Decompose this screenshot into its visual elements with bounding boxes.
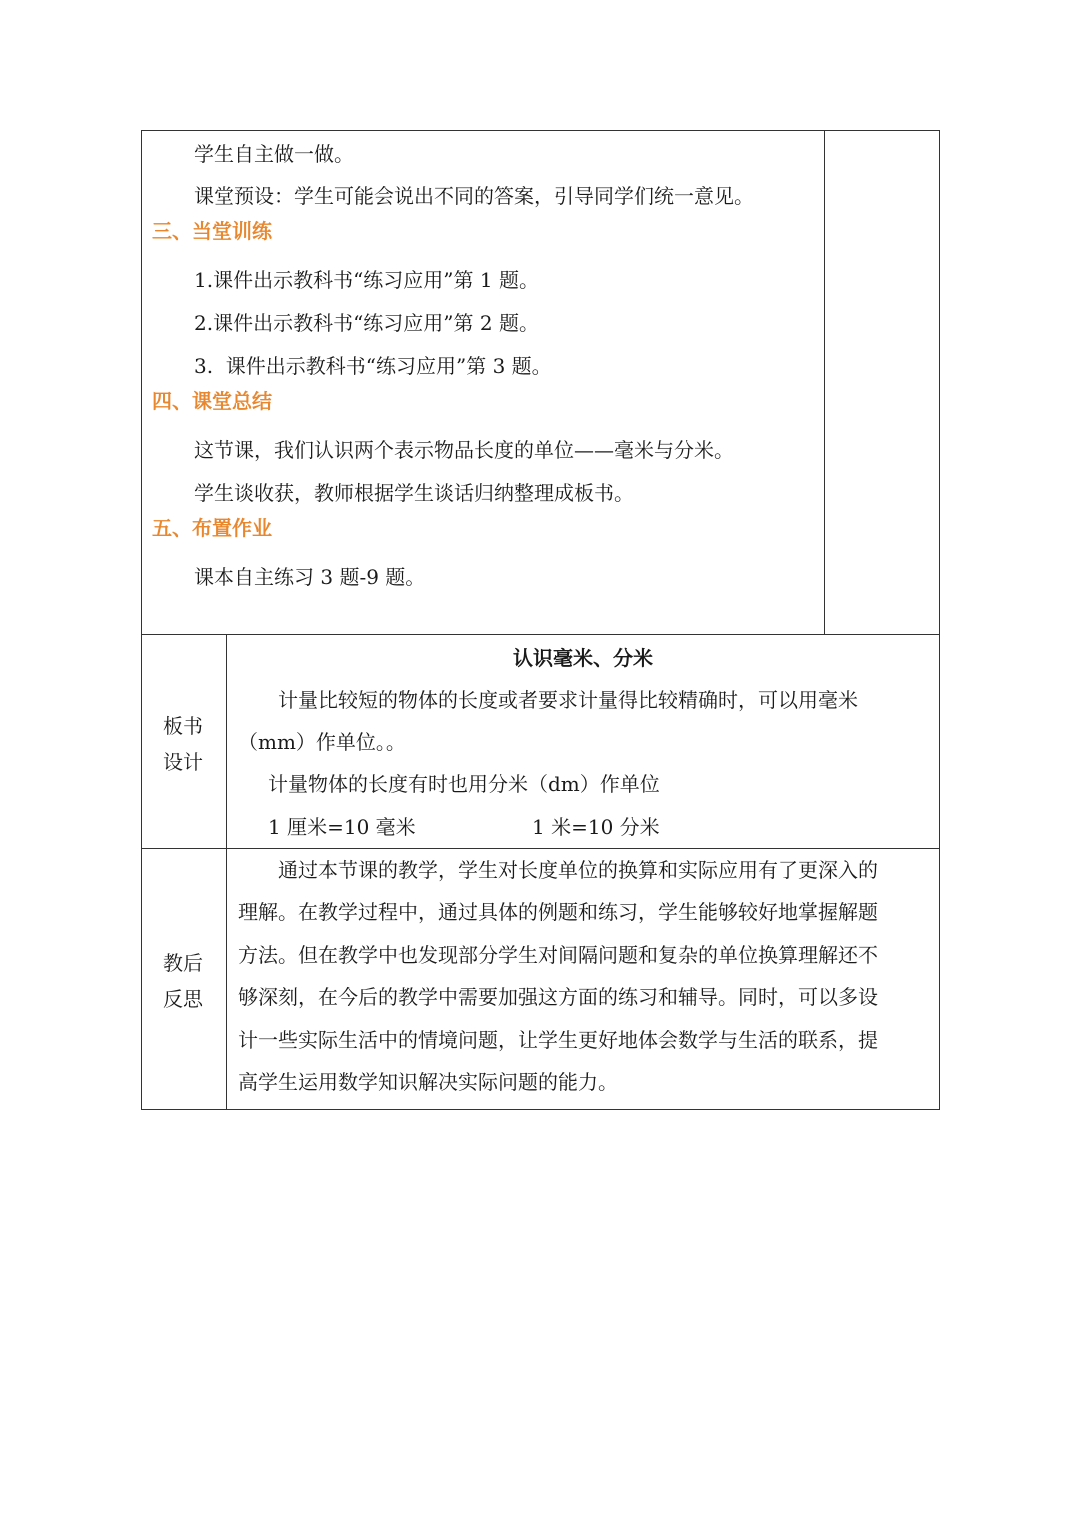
- reflection-line: 够深刻，在今后的教学中需要加强这方面的练习和辅导。同时，可以多设: [238, 985, 878, 1009]
- board-line: 计量物体的长度有时也用分米（dm）作单位: [268, 772, 660, 796]
- lesson-line: 课本自主练习 3 题-9 题。: [194, 565, 426, 589]
- reflection-label: 反思: [163, 987, 203, 1011]
- lesson-line: 学生自主做一做。: [194, 142, 354, 166]
- reflection-line: 方法。但在教学中也发现部分学生对间隔问题和复杂的单位换算理解还不: [238, 943, 878, 967]
- section-heading: 三、当堂训练: [152, 219, 272, 243]
- board-formula: 1 米=10 分米: [532, 815, 660, 839]
- reflection-label: 教后: [163, 951, 203, 975]
- lesson-line: 这节课，我们认识两个表示物品长度的单位——毫米与分米。: [194, 438, 734, 462]
- reflection-line: 通过本节课的教学，学生对长度单位的换算和实际应用有了更深入的: [278, 858, 878, 882]
- section-heading: 四、课堂总结: [152, 389, 272, 413]
- board-title: 认识毫米、分米: [513, 646, 653, 670]
- reflection-line: 高学生运用数学知识解决实际问题的能力。: [238, 1070, 618, 1094]
- board-formula: 1 厘米=10 毫米: [268, 815, 416, 839]
- board-design-label: 板书: [163, 714, 203, 738]
- lesson-line: 3. 课件出示教科书“练习应用”第 3 题。: [194, 354, 552, 378]
- lesson-line: 课堂预设：学生可能会说出不同的答案，引导同学们统一意见。: [194, 184, 754, 208]
- board-design-label: 设计: [163, 750, 203, 774]
- lesson-line: 1.课件出示教科书“练习应用”第 1 题。: [194, 268, 539, 292]
- reflection-line: 计一些实际生活中的情境问题，让学生更好地体会数学与生活的联系，提: [238, 1028, 878, 1052]
- reflection-line: 理解。在教学过程中，通过具体的例题和练习，学生能够较好地掌握解题: [238, 900, 878, 924]
- board-line: 计量比较短的物体的长度或者要求计量得比较精确时，可以用毫米: [278, 688, 858, 712]
- board-line: （mm）作单位。。: [238, 730, 406, 754]
- lesson-line: 2.课件出示教科书“练习应用”第 2 题。: [194, 311, 539, 335]
- notes-cell: [824, 130, 940, 635]
- section-heading: 五、布置作业: [152, 516, 272, 540]
- lesson-line: 学生谈收获，教师根据学生谈话归纳整理成板书。: [194, 481, 634, 505]
